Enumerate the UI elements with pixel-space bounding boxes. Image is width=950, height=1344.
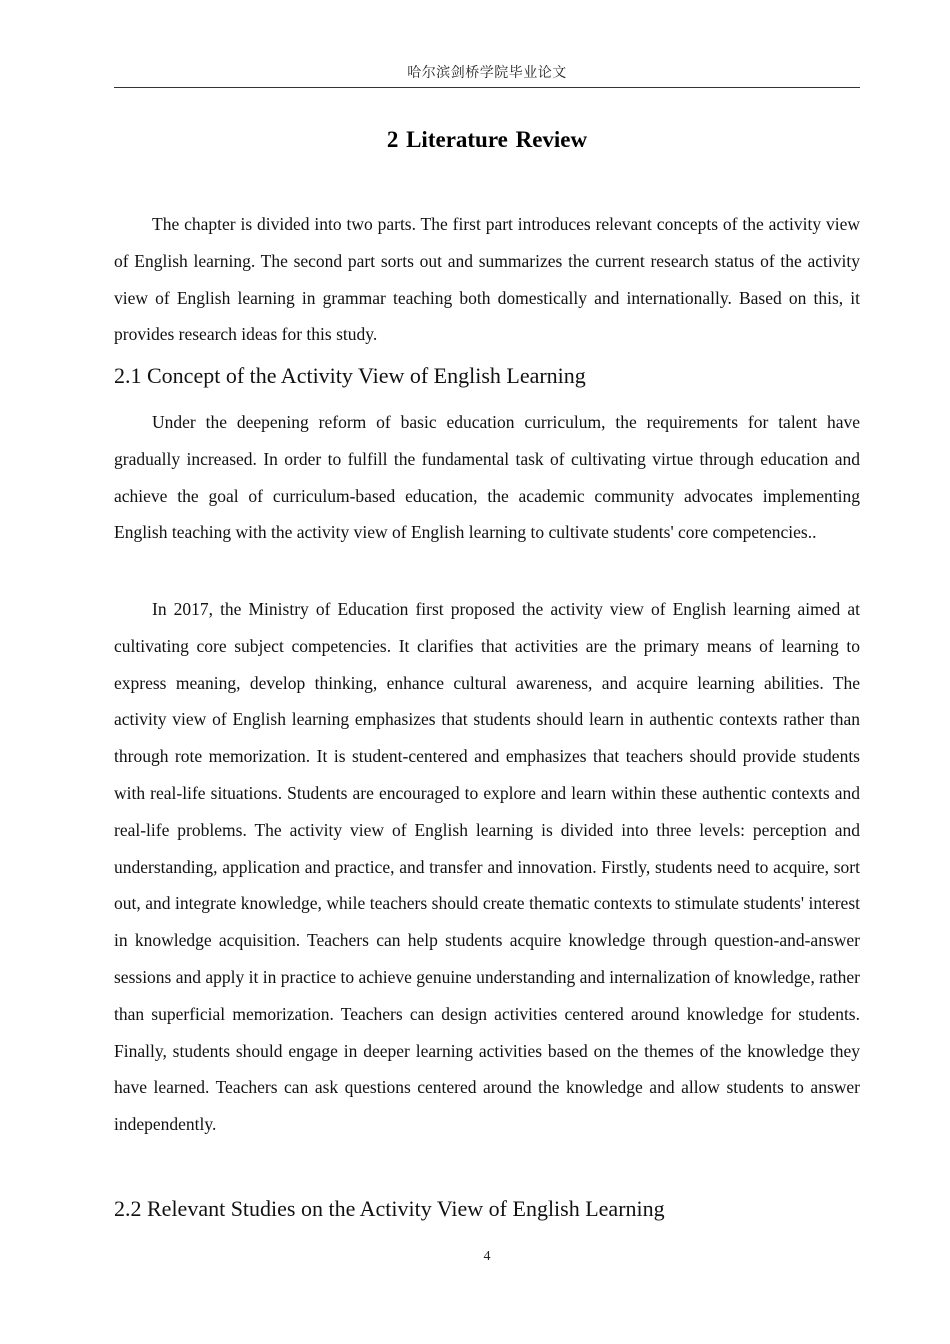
section-2-1-heading: 2.1 Concept of the Activity View of English Learning (114, 363, 586, 388)
running-header: 哈尔滨剑桥学院毕业论文 (407, 66, 567, 81)
section-2-1-paragraph-2: In 2017, the Ministry of Education first proposed the activity view of English learning aimed at cultivating core subject competencies. It clarifies that activities are the primary means of learning to express meaning, develop thinking, enhance cultural awareness, and acquire learning abilities. The activity view of English learning emphasizes that students should learn in authentic contexts rather than through rote memorization. It is student-centered and emphasizes that teachers should provide students with real-life situations. Students are encouraged to explore and learn within these authentic contexts and real-life problems. The activity view of English learning is divided into three levels: perception and understanding, application and practice, and transfer and innovation. Firstly, students need to acquire, sort out, and integrate knowledge, while teachers should create thematic contexts to stimulate students' interest in knowledge acquisition. Teachers can help students acquire knowledge through question-and-answer sessions and apply it in practice to achieve genuine understanding and internalization of knowledge, rather than superficial memorization. Teachers can design activities centered around knowledge for students. Finally, students should engage in deeper learning activities based on the themes of the knowledge they have learned. Teachers can ask questions centered around the knowledge and allow students to answer independently. (114, 599, 860, 1135)
header-divider (114, 87, 860, 88)
chapter-title: 2 Literature Review (386, 127, 588, 152)
section-2-1-paragraph-1: Under the deepening reform of basic education curriculum, the requirements for talent have gradually increased. In order to fulfill the fundamental task of cultivating virtue through education and achieve the goal of curriculum-based education, the academic community advocates implementing English teaching with the activity view of English learning to cultivate students' core competencies.. (114, 412, 860, 543)
chapter-intro-paragraph: The chapter is divided into two parts. The first part introduces relevant concepts of the activity view of English learning. The second part sorts out and summarizes the current research status of the activity view of English learning in grammar teaching both domestically and internationally. Based on this, it provides research ideas for this study. (114, 214, 860, 345)
section-2-2-heading: 2.2 Relevant Studies on the Activity View of English Learning (114, 1196, 665, 1221)
page-number: 4 (483, 1249, 491, 1264)
